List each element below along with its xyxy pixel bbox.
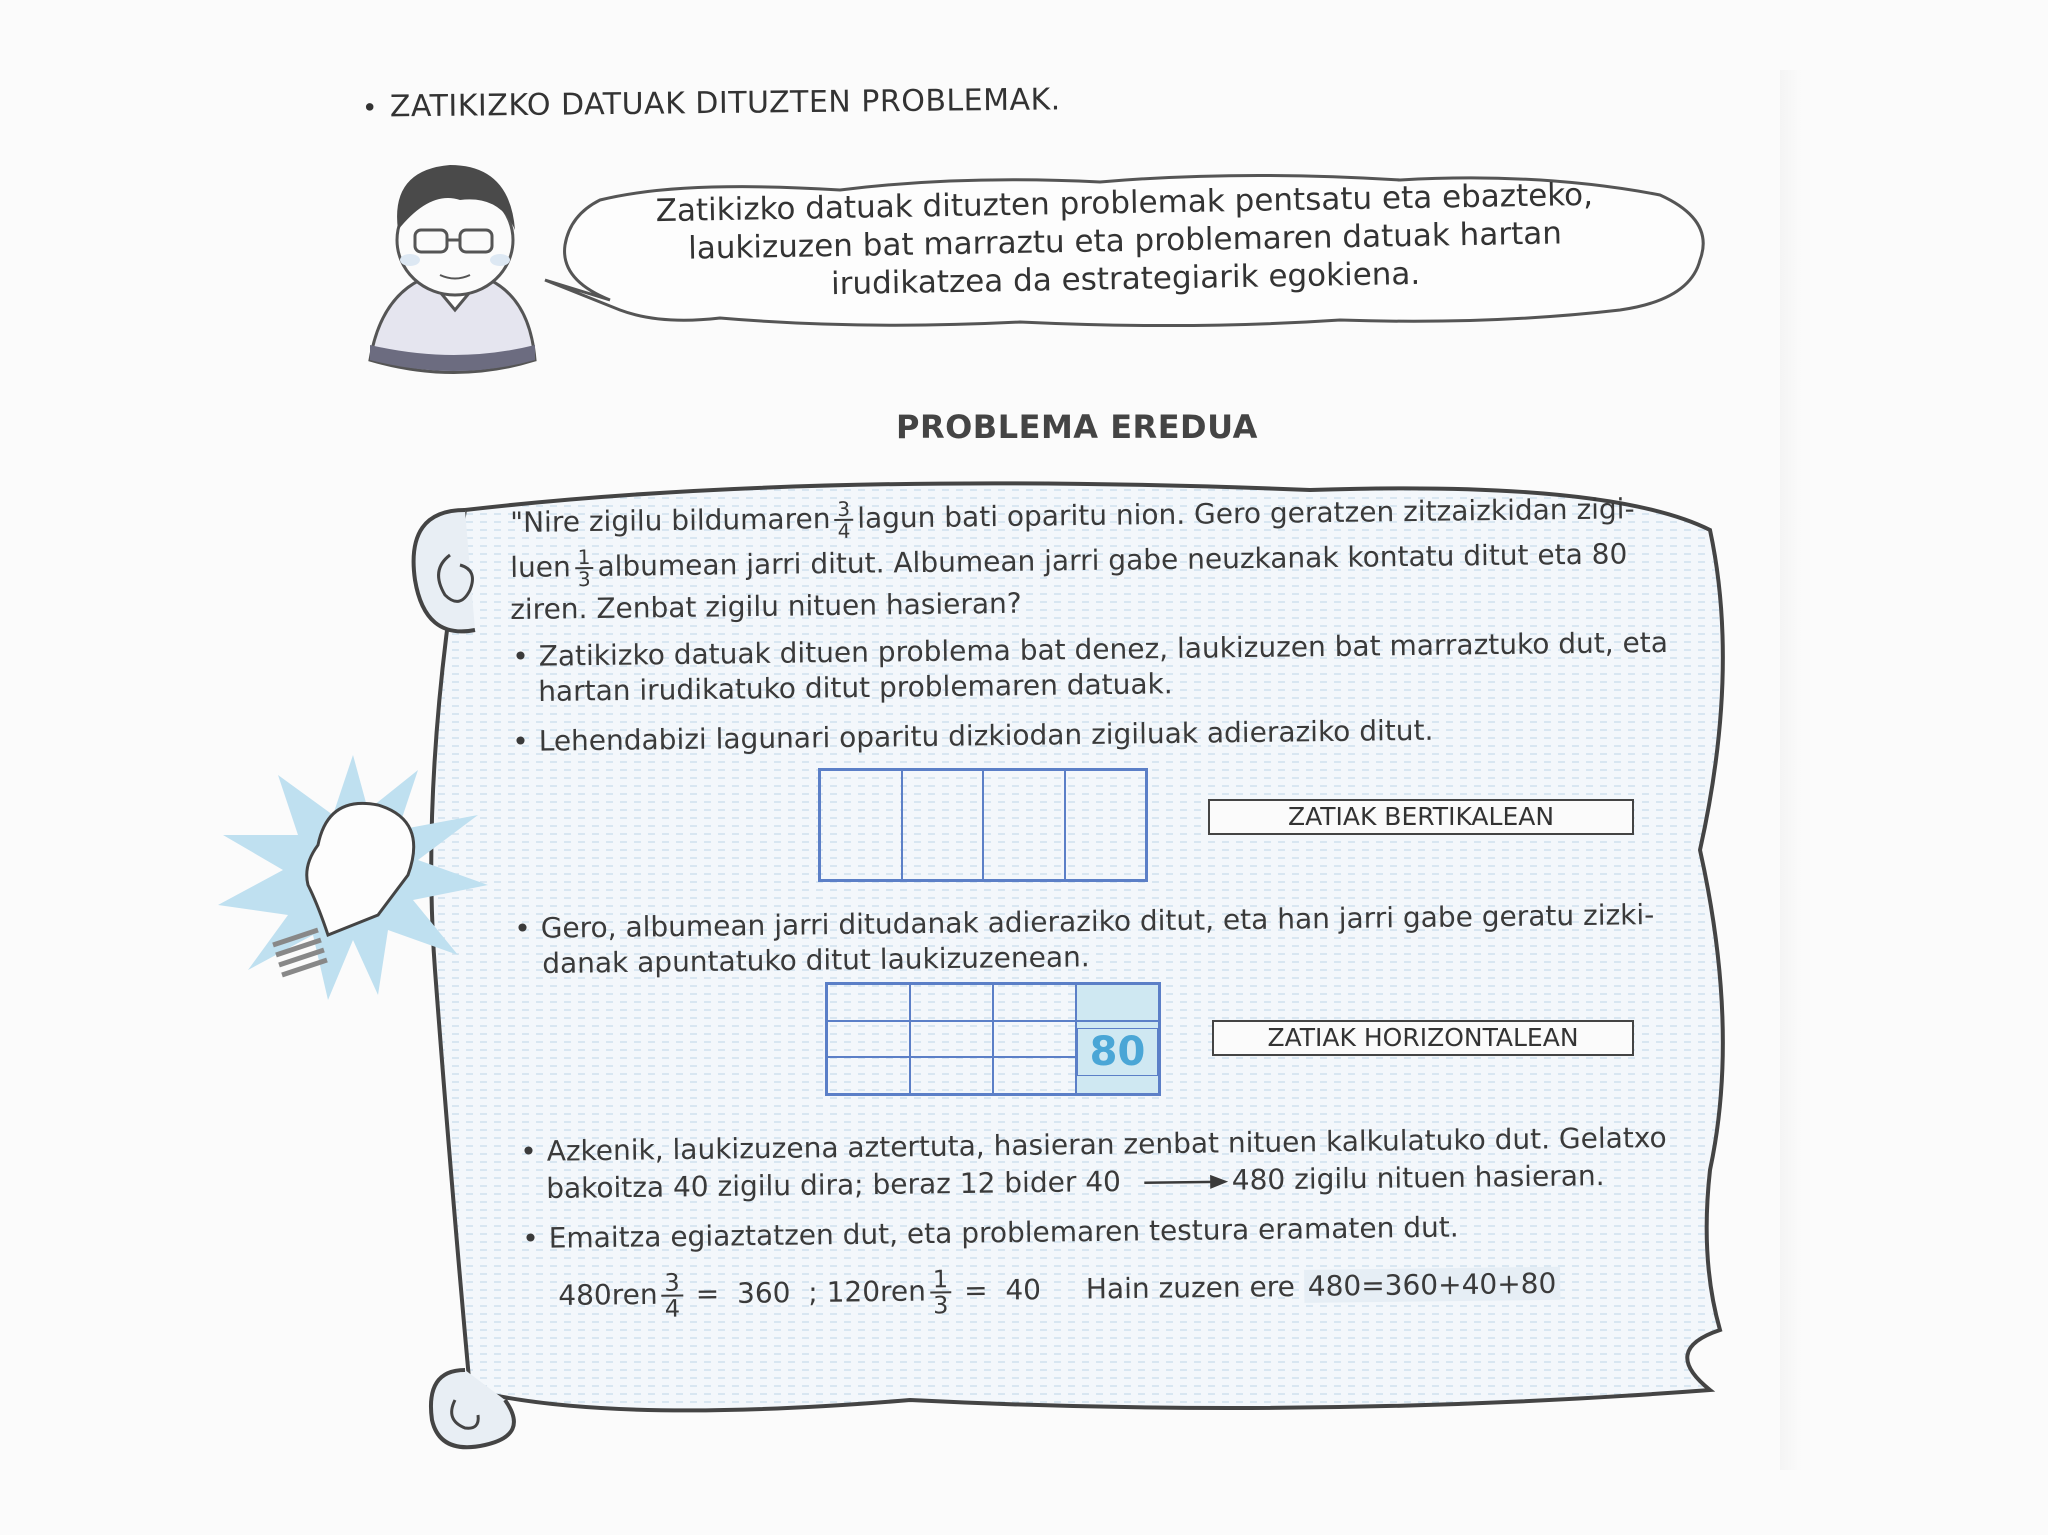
equation-text: Hain zuzen ere bbox=[1085, 1269, 1296, 1306]
step-3-line-1: • Gero, albumean jarri ditudanak adieraziko ditut, eta han jarri gabe geratu zizki- bbox=[514, 898, 1655, 945]
grid-cell bbox=[910, 1057, 993, 1094]
arrow-right-icon bbox=[1144, 1172, 1228, 1193]
fraction-numerator: 1 bbox=[930, 1267, 952, 1293]
grid-cell bbox=[827, 1021, 910, 1058]
fraction-numerator: 1 bbox=[574, 547, 593, 569]
vertical-parts-grid bbox=[818, 768, 1148, 882]
step-text: Emaitza egiaztatzen dut, eta problemaren testura eramaten dut. bbox=[548, 1210, 1459, 1255]
grid-cell bbox=[820, 770, 902, 880]
fraction-numerator: 3 bbox=[661, 1270, 683, 1296]
fraction bbox=[930, 1265, 952, 1320]
step-text: Azkenik, laukizuzena aztertuta, hasieran zenbat nituen kalkulatuko dut. Gelatxo bbox=[546, 1120, 1667, 1168]
step-text: Lehendabizi lagunari oparitu dizkiodan zigiluak adieraziko ditut. bbox=[538, 713, 1434, 758]
bubble-line: irudikatzea da estrategiarik egokiena. bbox=[830, 255, 1421, 303]
bubble-line: Zatikizko datuak dituzten problemak pentsatu eta ebazteko, bbox=[655, 176, 1594, 230]
problem-text: albumean jarri ditut. Albumean jarri gabe neuzkanak kontatu ditut eta 80 bbox=[597, 537, 1628, 583]
problem-text: "Nire zigilu bildumaren bbox=[510, 502, 831, 539]
step-1-line-1: • Zatikizko datuak dituen problema bat denez, laukizuzen bat marraztuko dut, eta bbox=[512, 625, 1669, 673]
step-text: Zatikizko datuak dituen problema bat denez, laukizuzen bat marraztuko dut, eta bbox=[538, 625, 1669, 673]
speech-bubble-text bbox=[619, 175, 1631, 307]
grid-cell bbox=[993, 984, 1076, 1021]
problem-text: luen bbox=[510, 550, 571, 584]
step-3-line-2: danak apuntatuko ditut laukizuzenean. bbox=[542, 940, 1090, 980]
grid-cell bbox=[902, 770, 984, 880]
grid-cell bbox=[993, 1057, 1076, 1094]
boy-illustration bbox=[360, 150, 550, 380]
horizontal-parts-grid bbox=[825, 982, 1161, 1096]
equation-result: 480=360+40+80 bbox=[1304, 1267, 1561, 1303]
fraction bbox=[574, 545, 593, 592]
grid-cell bbox=[827, 1057, 910, 1094]
page-title: • ZATIKIZKO DATUAK DITUZTEN PROBLEMAK. bbox=[361, 82, 1061, 125]
step-4-line-1: • Azkenik, laukizuzena aztertuta, hasieran zenbat nituen kalkulatuko dut. Gelatxo bbox=[520, 1120, 1667, 1168]
step-2: • Lehendabizi lagunari oparitu dizkiodan zigiluak adieraziko ditut. bbox=[512, 713, 1434, 758]
grid-cell bbox=[910, 984, 993, 1021]
remaining-count: 80 bbox=[1077, 1028, 1158, 1076]
step-1-line-2: hartan irudikatuko ditut problemaren datuak. bbox=[538, 667, 1173, 708]
section-heading: PROBLEMA EREDUA bbox=[896, 408, 1258, 446]
fraction-numerator: 3 bbox=[834, 499, 853, 521]
grid-cell-highlight bbox=[1076, 984, 1159, 1021]
step-5: • Emaitza egiaztatzen dut, eta problemaren testura eramaten dut. bbox=[522, 1210, 1459, 1255]
grid-cell bbox=[983, 770, 1065, 880]
fraction-denominator: 3 bbox=[932, 1291, 949, 1320]
fraction bbox=[834, 496, 853, 543]
fraction-denominator: 4 bbox=[664, 1294, 681, 1323]
equation-text: = 360 ; 120ren bbox=[695, 1274, 927, 1311]
equation-text: = 40 bbox=[963, 1273, 1042, 1308]
step-text: Gero, albumean jarri ditudanak adieraziko ditut, eta han jarri gabe geratu zizki- bbox=[540, 898, 1655, 945]
problem-text: lagun bati oparitu nion. Gero geratzen zitzaizkidan zigi- bbox=[856, 492, 1635, 535]
grid-cell bbox=[910, 1021, 993, 1058]
fraction-denominator: 3 bbox=[577, 567, 591, 592]
lightbulb-icon bbox=[218, 755, 488, 1005]
fraction bbox=[661, 1268, 683, 1323]
step-text: bakoitza 40 zigilu dira; beraz 12 bider 40 bbox=[546, 1164, 1122, 1205]
grid-cell bbox=[827, 984, 910, 1021]
equation-text: 480ren bbox=[558, 1277, 658, 1312]
vertical-label-box: ZATIAK BERTIKALEAN bbox=[1208, 799, 1634, 835]
horizontal-label-box: ZATIAK HORIZONTALEAN bbox=[1212, 1020, 1634, 1056]
problem-line-3: ziren. Zenbat zigilu nituen hasieran? bbox=[510, 586, 1022, 626]
fraction-denominator: 4 bbox=[837, 518, 851, 543]
grid-cell bbox=[993, 1021, 1076, 1058]
grid-cell-highlight bbox=[1076, 1021, 1159, 1094]
bubble-line: laukizuzen bat marraztu eta problemaren datuak hartan bbox=[687, 215, 1563, 267]
step-text: 480 zigilu nituen hasieran. bbox=[1231, 1159, 1605, 1197]
grid-cell bbox=[1065, 770, 1147, 880]
